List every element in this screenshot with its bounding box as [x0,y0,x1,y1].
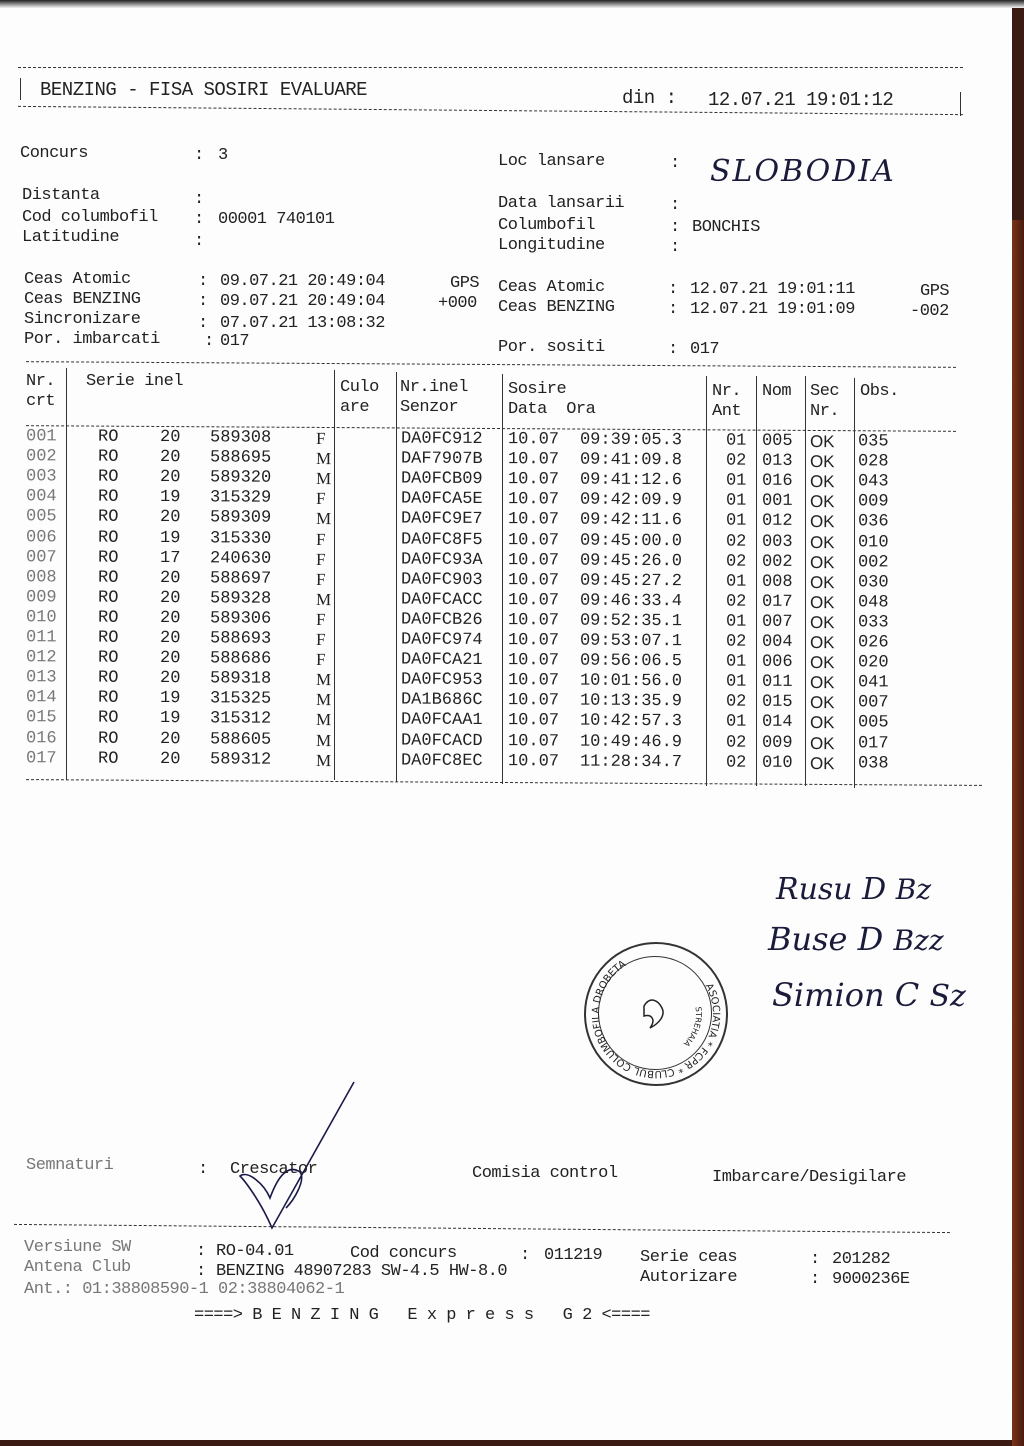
cell-ring-number: 588695 [209,448,272,468]
cell-year: 20 [159,428,181,448]
crescator-label: Crescator [230,1160,318,1179]
cell-nom: 017 [761,592,793,612]
cell-arrival-time: 09:41:12.6 [579,470,683,491]
cell-country: RO [97,749,119,769]
cell-antenna: 02 [725,451,747,471]
cell-sex: M [315,670,332,690]
colon: : [668,280,678,299]
cell-sensor-id: DA1B686C [400,690,483,711]
cell-obs: 030 [857,572,889,593]
cell-ring-number: 589308 [209,428,272,448]
cell-arrival-time: 10:01:56.0 [579,671,683,692]
cell-obs: 020 [857,653,889,673]
cell-sex: M [315,690,332,710]
cell-nr-crt: 002 [25,447,57,467]
colon: : [198,314,208,333]
cell-sec: OK [809,592,835,612]
cell-nr-crt: 016 [25,728,57,748]
cell-antenna: 02 [725,753,747,773]
por-sositi-label: Por. sositi [498,338,605,357]
cell-nom: 010 [761,753,793,773]
ceas-benzing-end-label: Ceas BENZING [498,298,615,317]
cell-obs: 026 [857,633,889,653]
stamp-outer-text: ASOCIATIA * FCPR * CLUBUL COLUMBOFILA DROBETA [590,958,722,1080]
colon: : [668,340,678,359]
cell-sex: F [315,569,326,589]
cell-nom: 013 [761,451,793,472]
cod-columbofil-value: 00001 740101 [218,210,335,229]
concurs-label: Concurs [20,144,88,163]
cell-ring-number: 315330 [209,528,272,549]
cell-arrival-time: 09:42:11.6 [579,511,683,531]
cod-columbofil-colon: : [194,210,204,229]
distanta-label: Distanta [22,186,100,205]
cell-sensor-id: DA0FCA21 [400,650,483,671]
versiune-sw-label: Versiune SW [24,1238,131,1257]
ceas-atomic-end-suffix: GPS [920,282,950,301]
cod-columbofil-label: Cod columbofil [22,208,158,227]
cell-nr-crt: 001 [25,427,57,447]
cell-sensor-id: DA0FC8F5 [400,530,483,550]
cell-arrival-time: 11:28:34.7 [579,752,683,772]
cell-year: 20 [159,448,181,468]
columbofil-label: Columbofil [498,216,596,235]
por-imbarcati-label: Por. imbarcati [24,330,160,349]
cell-year: 20 [159,588,181,608]
cell-arrival-time: 09:42:09.9 [579,490,683,511]
cell-sensor-id: DA0FC974 [400,630,483,651]
cell-ring-number: 589320 [209,468,272,488]
cell-nr-crt: 017 [25,748,57,769]
cell-sex: M [315,750,332,770]
colon: : [810,1270,820,1289]
cell-sensor-id: DA0FC8EC [400,751,483,771]
por-imbarcati-value: 017 [220,332,250,351]
cod-concurs-label: Cod concurs [350,1244,457,1263]
cell-sec: OK [809,713,835,733]
ceas-atomic-start-label: Ceas Atomic [24,270,131,289]
antenna-ids: Ant.: 01:38808590-1 02:38804062-1 [24,1280,345,1299]
cell-country: RO [97,608,119,628]
cell-year: 20 [159,568,181,588]
cell-year: 20 [159,629,181,649]
cell-arrival-date: 10.07 [507,691,560,711]
cell-country: RO [97,427,119,447]
cell-country: RO [97,548,119,568]
cell-country: RO [97,528,119,548]
club-stamp [584,942,728,1086]
cell-sex: F [315,489,326,509]
scan-edge-right [1012,220,1024,1446]
page-title: BENZING - FISA SOSIRI EVALUARE [40,79,368,101]
cell-sensor-id: DA0FCA5E [400,489,483,510]
cell-year: 19 [159,689,181,709]
cell-obs: 007 [857,693,889,713]
cell-nom: 003 [761,532,793,552]
cell-sex: M [315,710,332,730]
cell-sex: M [315,730,332,750]
cell-ring-number: 589309 [209,508,272,529]
columbofil-value: BONCHIS [692,218,760,237]
cell-nr-crt: 008 [25,567,57,588]
cell-sensor-id: DA0FCAA1 [400,710,483,731]
ceas-atomic-start-value: 09.07.21 20:49:04 [220,272,385,291]
concurs-value: 3 [218,146,228,165]
cell-nr-crt: 003 [25,467,57,487]
cell-arrival-date: 10.07 [507,711,560,731]
imbarcare-desigilare-label: Imbarcare/Desigilare [712,1168,907,1187]
scan-edge-top [0,0,1024,8]
header-din-value: 12.07.21 19:01:12 [708,89,894,111]
cod-concurs-value: 011219 [544,1246,603,1265]
cell-obs: 017 [857,733,889,753]
header-border-left [20,78,21,100]
cell-obs: 005 [857,713,889,733]
cell-obs: 043 [857,472,889,492]
committee-signature-3: Simion C Sz [772,976,966,1014]
cell-year: 20 [159,669,181,689]
cell-ring-number: 315325 [209,689,272,710]
colon: : [810,1250,820,1269]
cell-sensor-id: DAF7907B [400,449,483,470]
cell-sex: M [315,449,332,469]
cell-nom: 007 [761,612,793,632]
cell-nom: 002 [761,552,793,572]
cell-country: RO [97,628,119,648]
cell-ring-number: 315312 [209,709,272,730]
cell-country: RO [97,648,119,668]
cell-country: RO [97,729,119,749]
cell-country: RO [97,568,119,588]
cell-ring-number: 588605 [209,729,272,750]
svg-text:ASOCIATIA * FCPR * CLUBUL COLU [586,944,726,1084]
cell-arrival-date: 10.07 [507,590,560,611]
cell-nr-crt: 005 [25,507,57,527]
cell-antenna: 02 [725,632,747,652]
cell-year: 20 [159,649,181,669]
data-lansarii-colon: : [670,196,680,215]
cell-sec: OK [809,612,835,633]
cell-obs: 002 [857,552,889,573]
cell-antenna: 02 [725,733,747,753]
cell-year: 19 [159,488,181,508]
cell-obs: 038 [857,753,889,774]
cell-antenna: 01 [725,511,747,532]
header-din-label: din : [622,87,677,109]
cell-sec: OK [809,673,835,693]
distanta-colon: : [194,190,204,209]
cell-nom: 014 [761,713,793,733]
cell-nr-crt: 004 [25,487,57,507]
cell-nom: 001 [761,492,793,512]
cell-ring-number: 588686 [209,649,272,669]
cell-sex: F [315,650,326,670]
cell-obs: 035 [857,432,889,452]
cell-arrival-date: 10.07 [507,611,560,631]
columbofil-colon: : [670,218,680,237]
cell-country: RO [97,668,119,688]
cell-nr-crt: 009 [25,588,57,608]
por-sositi-value: 017 [690,340,720,359]
cell-arrival-time: 09:45:00.0 [579,531,683,551]
cell-arrival-time: 09:46:33.4 [579,591,683,612]
cell-arrival-time: 09:53:07.1 [579,631,683,652]
dove-icon [644,1000,663,1028]
committee-signature-2: Buse D Bzz [768,920,944,958]
cell-nom: 012 [761,512,793,532]
header-nom: Nom [762,382,792,401]
header-border-right [960,92,961,116]
cell-antenna: 01 [725,712,747,733]
cell-country: RO [97,447,119,467]
loc-lansare-label: Loc lansare [498,152,605,171]
cell-sec: OK [809,633,835,653]
cell-sensor-id: DA0FC953 [400,670,483,691]
cell-nom: 009 [761,733,793,753]
cell-sec: OK [809,552,835,572]
cell-country: RO [97,487,119,508]
cell-arrival-time: 09:39:05.3 [579,430,683,451]
autorizare-value: 9000236E [832,1270,910,1289]
colon: : [204,332,214,351]
club-stamp-text [586,944,726,1084]
latitudine-label: Latitudine [22,228,120,247]
colon: : [198,1160,208,1179]
antena-club-value: BENZING 48907283 SW-4.5 HW-8.0 [216,1262,508,1281]
cell-sex: F [315,609,326,629]
cell-nom: 011 [761,672,793,693]
cell-sensor-id: DA0FCB09 [400,469,483,490]
cell-year: 17 [159,548,181,568]
cell-arrival-time: 09:52:35.1 [579,611,683,632]
colon: : [198,292,208,311]
cell-sec: OK [809,432,835,452]
colon: : [196,1242,206,1261]
header-border-top [18,67,963,68]
cell-sex: M [315,589,332,609]
cell-sec: OK [809,733,835,753]
cell-sensor-id: DA0FCACD [400,731,483,751]
ceas-benzing-start-value: 09.07.21 20:49:04 [220,292,385,311]
cell-sex: M [315,469,332,489]
cell-nr-crt: 010 [25,608,57,628]
cell-sec: OK [809,572,835,592]
cell-sex: M [315,509,332,529]
comisia-control-label: Comisia control [472,1164,618,1183]
cell-year: 20 [159,468,181,488]
cell-arrival-date: 10.07 [507,631,560,651]
cell-sec: OK [809,753,835,773]
cell-sec: OK [809,532,835,552]
cell-obs: 009 [857,492,889,512]
colon: : [520,1246,530,1265]
cell-arrival-date: 10.07 [507,751,560,772]
cell-ring-number: 589312 [209,749,272,770]
cell-obs: 033 [857,613,889,633]
cell-sec: OK [809,653,835,673]
cell-antenna: 01 [725,572,747,592]
cell-obs: 010 [857,532,889,552]
cell-arrival-time: 09:56:06.5 [579,651,683,672]
cell-country: RO [97,709,119,729]
cell-ring-number: 240630 [209,548,272,569]
cell-obs: 041 [857,673,889,693]
cell-sex: F [315,428,326,449]
cell-arrival-time: 10:49:46.9 [579,732,683,752]
cell-sensor-id: DA0FC903 [400,570,483,590]
cell-antenna: 01 [725,471,747,491]
ceas-atomic-start-suffix: GPS [450,274,480,293]
cell-arrival-date: 10.07 [507,671,560,691]
cell-sensor-id: DA0FC9E7 [400,509,483,530]
header-nr-inel-senzor: Nr.inel Senzor [400,378,468,417]
cell-ring-number: 588693 [209,629,272,649]
cell-country: RO [97,467,119,487]
cell-sensor-id: DA0FC93A [400,550,483,570]
cell-year: 20 [159,608,181,629]
ceas-atomic-end-label: Ceas Atomic [498,278,605,297]
sincronizare-value: 07.07.21 13:08:32 [220,314,385,333]
cell-nr-crt: 015 [25,708,57,728]
ceas-atomic-end-value: 12.07.21 19:01:11 [690,280,855,299]
loc-lansare-handwritten: SLOBODIA [710,154,896,189]
cell-country: RO [97,508,119,528]
cell-arrival-date: 10.07 [507,510,560,530]
cell-arrival-date: 10.07 [507,570,560,591]
cell-sex: F [315,549,326,569]
data-lansarii-label: Data lansarii [498,194,625,213]
stamp-inner-text: STREHAIA [681,1006,704,1049]
crescator-signature [230,1080,360,1230]
longitudine-colon: : [670,238,680,257]
cell-country: RO [97,688,119,709]
cell-obs: 048 [857,593,889,613]
header-culoare: Culo are [340,378,379,417]
cell-arrival-time: 10:42:57.3 [579,712,683,732]
ceas-benzing-end-suffix: -002 [910,302,949,321]
committee-signature-1: Rusu D Bz [776,872,932,907]
cell-country: RO [97,588,119,608]
cell-sec: OK [809,492,835,512]
cell-arrival-time: 09:45:27.2 [579,571,683,591]
cell-arrival-date: 10.07 [507,450,560,470]
header-sec-nr: Sec Nr. [810,382,840,421]
colon: : [668,300,678,319]
cell-obs: 036 [857,512,889,532]
cell-nom: 015 [761,693,793,713]
versiune-sw-value: RO-04.01 [216,1242,294,1261]
cell-antenna: 02 [725,552,747,572]
cell-year: 20 [159,749,181,769]
cell-arrival-date: 10.07 [507,470,560,490]
cell-arrival-time: 10:13:35.9 [579,691,683,712]
cell-nom: 005 [761,431,793,451]
cell-sensor-id: DA0FCB26 [400,610,483,630]
ceas-benzing-end-value: 12.07.21 19:01:09 [690,300,855,319]
cell-antenna: 02 [725,532,747,552]
cell-arrival-date: 10.07 [507,550,560,571]
cell-nr-crt: 012 [25,648,57,668]
brand-banner: ====> B E N Z I N G E x p r e s s G 2 <==== [194,1306,650,1325]
header-nr-ant: Nr. Ant [712,382,742,421]
cell-sex: F [315,629,326,650]
cell-ring-number: 588697 [209,569,272,589]
cell-sex: F [315,529,326,549]
cell-sensor-id: DA0FC912 [400,429,483,450]
sincronizare-label: Sincronizare [24,310,141,329]
cell-ring-number: 589328 [209,589,272,609]
cell-antenna: 02 [725,692,747,712]
cell-nr-crt: 011 [25,628,57,648]
longitudine-label: Longitudine [498,236,605,255]
loc-lansare-colon: : [670,154,680,173]
cell-ring-number: 589306 [209,609,272,629]
cell-arrival-date: 10.07 [507,530,560,550]
cell-nom: 004 [761,632,793,652]
concurs-colon: : [194,146,214,165]
header-nr-crt: Nr. crt [26,372,56,411]
cell-sec: OK [809,512,835,532]
cell-obs: 028 [857,452,889,472]
colon: : [198,272,208,291]
cell-year: 20 [159,729,181,749]
cell-sec: OK [809,693,835,713]
autorizare-label: Autorizare [640,1268,738,1287]
header-sosire: Sosire Data Ora [508,380,596,419]
cell-year: 19 [159,528,181,548]
cell-nr-crt: 014 [25,688,57,708]
cell-nr-crt: 006 [25,527,57,547]
cell-ring-number: 315329 [209,488,272,509]
header-obs: Obs. [860,382,899,401]
cell-arrival-date: 10.07 [507,430,560,450]
cell-nom: 008 [761,572,793,592]
cell-nr-crt: 007 [25,547,57,568]
semnaturi-label: Semnaturi [26,1156,114,1175]
cell-arrival-date: 10.07 [507,731,560,751]
cell-antenna: 01 [725,652,747,672]
cell-antenna: 02 [725,592,747,612]
cell-antenna: 01 [725,672,747,692]
colon: : [196,1262,206,1281]
cell-antenna: 01 [725,431,747,451]
cell-nom: 016 [761,471,793,492]
serie-ceas-value: 201282 [832,1250,891,1269]
ceas-benzing-start-suffix: +000 [438,294,477,313]
cell-year: 20 [159,508,181,528]
cell-sec: OK [809,472,835,492]
antena-club-label: Antena Club [24,1258,131,1277]
cell-antenna: 01 [725,612,747,632]
ceas-benzing-start-label: Ceas BENZING [24,290,141,309]
cell-sensor-id: DA0FCACC [400,590,483,610]
cell-sec: OK [809,452,835,472]
serie-ceas-label: Serie ceas [640,1248,738,1267]
cell-ring-number: 589318 [209,669,272,689]
cell-nom: 006 [761,652,793,673]
cell-arrival-date: 10.07 [507,651,560,671]
cell-arrival-date: 10.07 [507,490,560,510]
cell-nr-crt: 013 [25,668,57,688]
cell-antenna: 01 [725,491,747,511]
cell-year: 19 [159,709,181,729]
cell-arrival-time: 09:41:09.8 [579,450,683,471]
header-serie-inel: Serie inel [86,372,184,391]
cell-arrival-time: 09:45:26.0 [579,551,683,571]
latitudine-colon: : [194,232,204,251]
